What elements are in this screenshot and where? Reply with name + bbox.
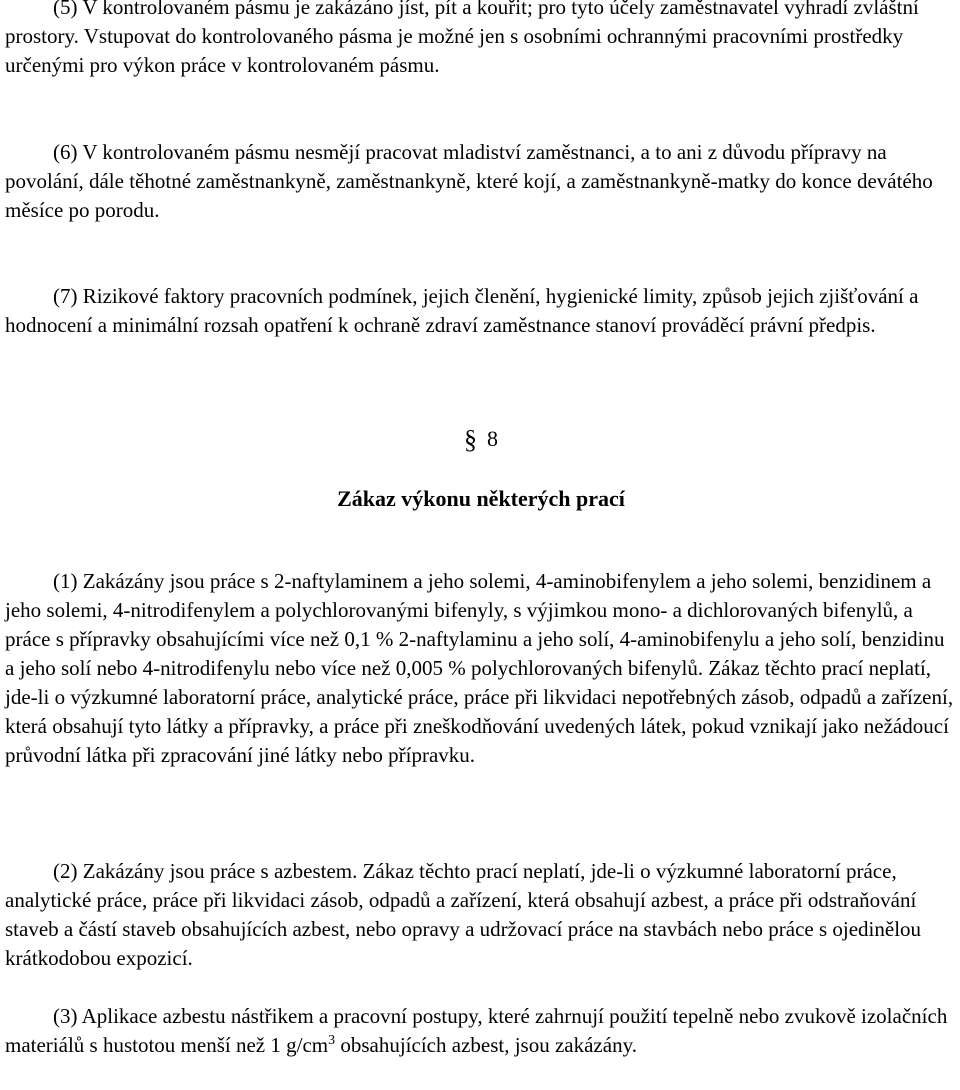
paragraph-1: (1) Zakázány jsou práce s 2-naftylaminem a jeho solemi, 4-aminobifenylem a jeho solemi, benzidinem a jeho solemi, 4-nitrodifenylem a polychlorovanými bifenyly, s výjimkou mono- a dichlorovaných bifenylů, a práce s přípravky obsahujícími více než 0,1 % 2-naftylaminu a jeho solí, 4-aminobifenylu a jeho solí, benzidinu a jeho solí nebo 4-nitrodifenylu nebo více než 0,005 % polychlorovaných bifenylů. Zákaz těchto prací neplatí, jde-li o výzkumné laboratorní práce, analytické práce, práce při likvidaci nepotřebných zásob, odpadů a zařízení, která obsahují tyto látky a přípravky, a práce při zneškodňování uvedených látek, pokud vznikají jako nežádoucí průvodní látka při zpracování jiné látky nebo přípravku.: [5, 569, 954, 767]
paragraph-3-text: (3) Aplikace azbestu nástřikem a pracovní postupy, které zahrnují použití tepelně nebo zvukově izolačních materiálů s hustotou menší než 1 g/cm: [5, 1004, 948, 1057]
section-number-value: 8: [487, 426, 498, 451]
paragraph-7: (7) Rizikové faktory pracovních podmínek, jejich členění, hygienické limity, způsob jejich zjišťování a hodnocení a minimální rozsah opatření k ochraně zdraví zaměstnance stanoví prováděcí právní předpis.: [5, 284, 919, 337]
paragraph-3-superscript: 3: [328, 1033, 336, 1048]
paragraph-6: (6) V kontrolovaném pásmu nesmějí pracovat mladiství zaměstnanci, a to ani z důvodu přípravy na povolání, dále těhotné zaměstnankyně, zaměstnankyně, které kojí, a zaměstnankyně-matky do konce devátého měsíce po porodu.: [5, 140, 933, 222]
paragraph-3: [5, 1002, 957, 1060]
paragraph-3-text-end: obsahujících azbest, jsou zakázány.: [335, 1033, 637, 1057]
paragraph-5: (5) V kontrolovaném pásmu je zakázáno jíst, pít a kouřit; pro tyto účely zaměstnavatel vyhradí zvláštní prostory. Vstupovat do kontrolovaného pásma je možné jen s osobními ochrannými pracovními prostředky určenými pro výkon práce v kontrolovaném pásmu.: [5, 0, 919, 77]
paragraph-2: (2) Zakázány jsou práce s azbestem. Zákaz těchto prací neplatí, jde-li o výzkumné laboratorní práce, analytické práce, práce při likvidaci zásob, odpadů a zařízení, která obsahují azbest, a práce při odstraňování staveb a částí staveb obsahujících azbest, nebo opravy a udržovací práce na stavbách nebo práce s ojedinělou krátkodobou expozicí.: [5, 859, 922, 970]
section-sign: §: [464, 425, 477, 454]
section-title: Zákaz výkonu některých prací: [337, 486, 625, 511]
section-number: [5, 424, 957, 454]
